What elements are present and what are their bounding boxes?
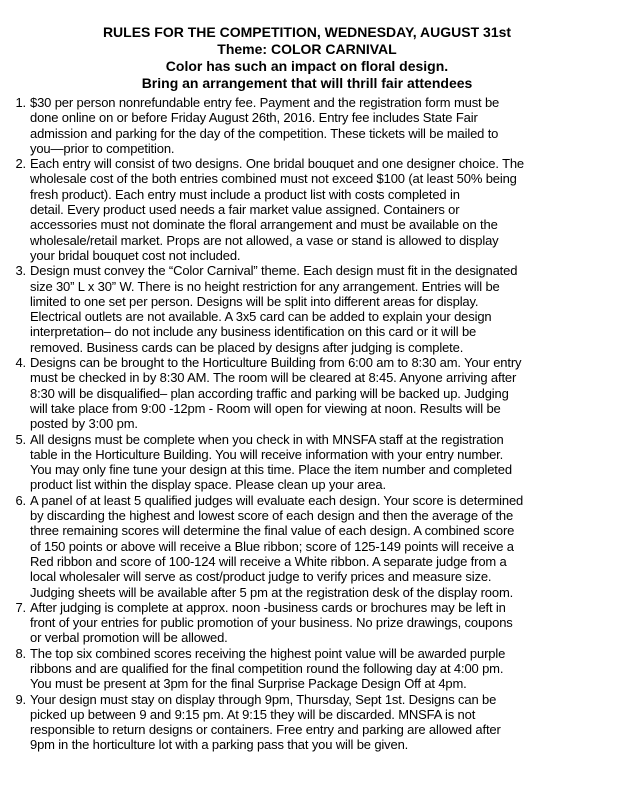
rule-number: 5. [15,431,26,447]
rule-text-line: by discarding the highest and lowest score of each design and then the average of the [30,508,514,524]
rule-text-line: size 30” L x 30” W. There is no height restriction for any arrangement. Entries will be [30,278,500,294]
rule-item [8,692,606,753]
rule-text [30,646,606,692]
rule-text-line: or verbal promotion will be allowed. [30,630,228,646]
rule-text-line: of 150 points or above will receive a Blue ribbon; score of 125-149 points will receive a [30,538,514,554]
rule-item [8,432,606,493]
rule-item [8,493,606,600]
rule-text [30,493,606,600]
rule-text-line: three remaining scores will determine the final value of each design. A combined score [30,523,515,539]
rule-number: 3. [15,263,26,279]
rule-text-line: A panel of at least 5 qualified judges will evaluate each design. Your score is determined [30,492,524,508]
rule-text-line: Electrical outlets are not available. A 3x5 card can be added to explain your design [30,309,492,325]
rule-text-line: detail. Every product used needs a fair market value assigned. Containers or [30,202,460,218]
rule-text-line: Design must convey the “Color Carnival” theme. Each design must fit in the designated [30,263,518,279]
rule-text-line: front of your entries for public promotion of your business. No prize drawings, coupons [30,615,513,631]
rule-item [8,156,606,263]
rule-text-line: The top six combined scores receiving the highest point value will be awarded purple [30,645,506,661]
rule-number: 9. [15,691,26,707]
document-title: RULES FOR THE COMPETITION, WEDNESDAY, AUGUST 31st [102,24,512,40]
rule-text-line: Designs can be brought to the Horticulture Building from 6:00 am to 8:30 am. Your entry [30,355,522,371]
rule-item [8,355,606,431]
subtagline-heading: Bring an arrangement that will thrill fair attendees [141,75,473,91]
rule-text-line: All designs must be complete when you check in with MNSFA staff at the registration [30,431,504,447]
rule-text-line: done online on or before Friday August 26th, 2016. Entry fee includes State Fair [30,110,478,126]
rule-text-line: limited to one set per person. Designs will be split into different areas for display. [30,293,479,309]
rule-text-line: you—prior to competition. [30,140,175,156]
rule-number: 4. [15,355,26,371]
rule-text-line: admission and parking for the day of the competition. These tickets will be mailed to [30,125,499,141]
rule-item [8,600,606,646]
rule-text [30,95,606,156]
rule-text [30,692,606,753]
rule-text-line: responsible to return designs or containers. Free entry and parking are allowed after [30,722,501,738]
rule-text-line: table in the Horticulture Building. You will receive information with your entry number. [30,446,504,462]
rule-text-line: 9pm in the horticulture lot with a parking pass that you will be given. [30,737,409,753]
rule-text-line: Red ribbon and score of 100-124 will receive a White ribbon. A separate judge from a [30,553,507,569]
rule-text-line: picked up between 9 and 9:15 pm. At 9:15 they will be discarded. MNSFA is not [30,706,476,722]
rule-number: 6. [15,492,26,508]
rule-text-line: fresh product). Each entry must include a product list with costs completed in [30,186,460,202]
rule-text-line: $30 per person nonrefundable entry fee. Payment and the registration form must be [30,95,500,110]
rule-text [30,600,606,646]
rule-text [30,432,606,493]
rule-text-line: local wholesaler will serve as cost/product judge to verify prices and measure size. [30,569,492,585]
rule-text-line: accessories must not dominate the floral arrangement and must be available on the [30,217,498,233]
rule-number: 8. [15,645,26,661]
rule-number: 7. [15,599,26,615]
rule-text-line: product list within the display space. Please clean up your area. [30,477,386,493]
rule-text-line: wholesale cost of the both entries combined must not exceed $100 (at least 50% being [30,171,517,187]
rule-text [30,156,606,263]
tagline-heading: Color has such an impact on floral design. [165,58,449,74]
rule-text-line: Your design must stay on display through 9pm, Thursday, Sept 1st. Designs can be [30,691,497,707]
rule-text-line: your bridal bouquet cost not included. [30,247,241,263]
rule-item [8,263,606,355]
rule-text-line: Each entry will consist of two designs. One bridal bouquet and one designer choice. The [30,156,525,172]
theme-heading: Theme: COLOR CARNIVAL [217,41,397,57]
rule-text [30,263,606,355]
rule-number: 1. [15,95,26,110]
rule-text-line: ribbons and are qualified for the final competition round the following day at 4:00 pm. [30,660,504,676]
rule-item [8,646,606,692]
rule-text-line: wholesale/retail market. Props are not allowed, a vase or stand is allowed to display [30,232,499,248]
rule-text-line: interpretation– do not include any business identification on this card or it will be [30,324,477,340]
rule-text-line: must be checked in by 8:30 AM. The room will be cleared at 8:45. Anyone arriving after [30,370,517,386]
rule-text [30,355,606,431]
rule-text-line: You must be present at 3pm for the final Surprise Package Design Off at 4pm. [30,676,467,692]
rule-text-line: Judging sheets will be available after 5 pm at the registration desk of the display room. [30,584,514,600]
rule-text-line: will take place from 9:00 -12pm - Room will open for viewing at noon. Results will be [30,400,501,416]
rule-text-line: 8:30 will be disqualified– plan according traffic and parking will be backed up. Judging [30,385,509,401]
rule-text-line: posted by 3:00 pm. [30,416,138,432]
rule-number: 2. [15,156,26,172]
rule-text-line: removed. Business cards can be placed by designs after judging is complete. [30,339,464,355]
rule-item [8,95,606,156]
rule-text-line: You may only fine tune your design at this time. Place the item number and completed [30,462,512,478]
rules-list [8,95,606,753]
rule-text-line: After judging is complete at approx. noon -business cards or brochures may be left in [30,599,506,615]
